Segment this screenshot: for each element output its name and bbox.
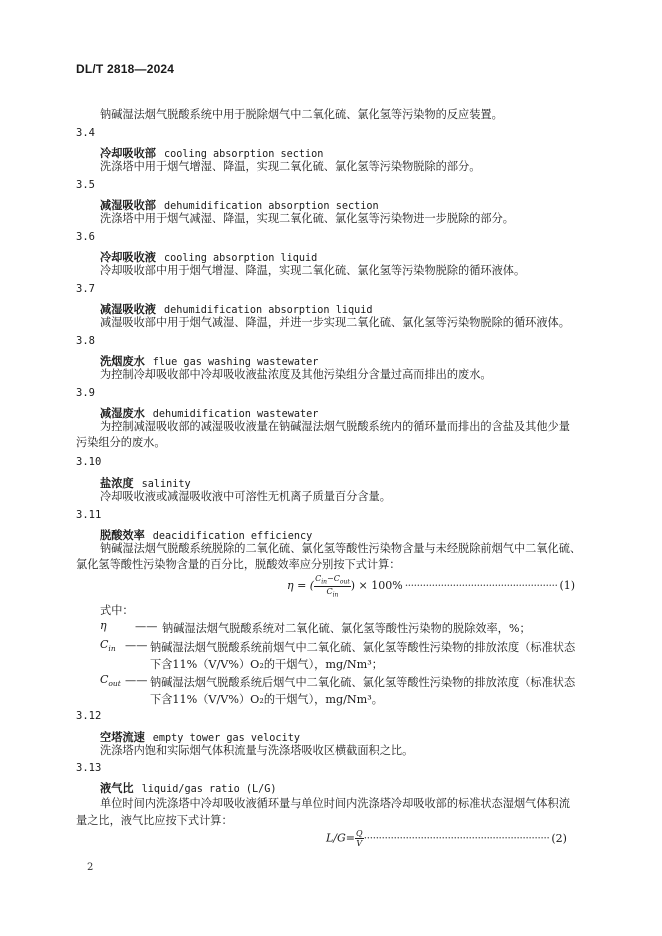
section-number: 3.11	[76, 509, 102, 521]
term-en: dehumidification absorption section	[163, 201, 379, 212]
definition-line: 为控制减湿吸收部的减湿吸收液量在钠碱湿法烟气脱酸系统内的循环量而排出的含盐及其他少量	[100, 420, 570, 433]
term-en: liquid/gas ratio (L/G)	[141, 784, 277, 795]
def-text: 钠碱湿法烟气脱酸系统对二氧化硫、氯化氢等酸性污染物的脱除效率，%；	[162, 622, 531, 635]
definition-line: 为控制冷却吸收部中冷却吸收液盐浓度及其他污染组分含量过高而排出的废水。	[100, 368, 492, 381]
def-dash: ——	[125, 674, 148, 687]
definition-line-continued: 氯化氢等酸性污染物含量的百分比，脱酸效率应分别按下式计算：	[76, 558, 401, 571]
term-zh: 冷却吸收部	[100, 146, 156, 160]
where-label: 式中：	[100, 604, 134, 617]
formula-1-tag: (1)	[559, 579, 576, 593]
term-en: flue gas washing wastewater	[152, 357, 319, 368]
definition-line: 洗涤塔中用于烟气减湿、降温，实现二氧化硫、氯化氢等污染物进一步脱除的部分。	[100, 212, 514, 225]
section-number: 3.6	[76, 231, 95, 243]
section-number: 3.12	[76, 710, 102, 722]
term-zh: 洗烟废水	[100, 354, 145, 368]
section-number: 3.8	[76, 335, 95, 347]
formula-1-den-c: C	[326, 586, 333, 596]
term-zh: 冷却吸收液	[100, 250, 156, 264]
term-heading	[100, 777, 277, 796]
definition-line: 钠碱湿法烟气脱酸系统脱除的二氧化硫、氯化氢等酸性污染物含量与未经脱除前烟气中二氧化硫、	[100, 542, 582, 555]
definition-line-continued: 污染组分的废水。	[76, 436, 166, 449]
page-number: 2	[87, 862, 94, 873]
formula-2-denominator: V	[356, 839, 363, 848]
definition-line: 洗涤塔内饱和实际烟气体积流量与洗涤塔吸收区横截面积之比。	[100, 744, 414, 757]
term-zh: 空塔流速	[100, 730, 145, 744]
def-symbol-c-in	[100, 638, 116, 653]
formula-2-leader-dots: ······························································	[363, 831, 550, 845]
def-text-continued: 下含11%（V/V%）O₂的干烟气），mg/Nm³；	[150, 658, 383, 671]
term-en: dehumidification wastewater	[152, 409, 319, 420]
definition-line-continued: 量之比，液气比应按下式计算：	[76, 814, 233, 827]
formula-1-den-sub: in	[332, 591, 339, 599]
def-symbol-main: η	[100, 619, 107, 632]
formula-1-lhs: η = (	[287, 579, 315, 593]
definition-line: 冷却吸收液或减湿吸收液中可溶性无机离子质量百分含量。	[100, 490, 391, 503]
section-number: 3.4	[76, 127, 95, 139]
formula-1-num-c: C	[315, 574, 322, 583]
def-symbol-main: C	[100, 638, 109, 651]
formula-2-lhs: L/G=	[326, 831, 356, 845]
intro-text-line: 钠碱湿法烟气脱酸系统中用于脱除烟气中二氧化硫、氯化氢等污染物的反应装置。	[100, 108, 503, 121]
definition-line: 减湿吸收部中用于烟气减湿、降温，并进一步实现二氧化硫、氯化氢等污染物脱除的循环液体。	[100, 316, 570, 329]
section-number: 3.7	[76, 283, 95, 295]
term-zh: 减湿吸收部	[100, 198, 156, 212]
term-en: cooling absorption liquid	[163, 253, 318, 264]
def-symbol-main: C	[100, 673, 109, 686]
def-dash: ——	[135, 620, 158, 633]
formula-2-numerator: Q	[356, 829, 363, 838]
def-text: 钠碱湿法烟气脱酸系统后烟气中二氧化硫、氯化氢等酸性污染物的排放浓度（标准状态	[150, 676, 576, 689]
def-symbol-eta	[100, 619, 107, 634]
document-code: DL/T 2818—2024	[76, 62, 175, 76]
term-zh: 减湿吸收液	[100, 302, 156, 316]
term-en: cooling absorption section	[163, 149, 324, 160]
formula-2-tag: (2)	[551, 831, 567, 845]
formula-1-rhs: ) × 100%	[350, 579, 403, 593]
formula-1	[287, 574, 575, 598]
term-zh: 盐浓度	[100, 476, 134, 490]
definition-line: 单位时间内洗涤塔中冷却吸收液循环量与单位时间内洗涤塔冷却吸收部的标准状态湿烟气体积流	[100, 797, 570, 810]
def-symbol-sub: out	[108, 679, 121, 689]
term-en: deacidification efficiency	[152, 531, 313, 542]
term-en: dehumidification absorption liquid	[163, 305, 373, 316]
term-zh: 脱酸效率	[100, 528, 145, 542]
term-en: empty tower gas velocity	[152, 733, 300, 744]
term-zh: 减湿废水	[100, 406, 145, 420]
formula-1-num-sub-in: in	[321, 578, 328, 586]
section-number: 3.5	[76, 179, 95, 191]
def-text-continued: 下含11%（V/V%）O₂的干烟气），mg/Nm³。	[150, 693, 383, 706]
formula-1-leader-dots: ···················································	[404, 579, 558, 593]
term-en: salinity	[141, 479, 191, 490]
formula-2-fraction	[355, 829, 364, 848]
definition-line: 冷却吸收部中用于烟气增湿、降温，实现二氧化硫、氯化氢等污染物脱除的循环液体。	[100, 264, 526, 277]
def-text: 钠碱湿法烟气脱酸系统前烟气中二氧化硫、氯化氢等酸性污染物的排放浓度（标准状态	[150, 641, 576, 654]
section-number: 3.9	[76, 387, 95, 399]
section-number: 3.10	[76, 456, 102, 468]
formula-2	[326, 829, 567, 848]
section-number: 3.13	[76, 762, 102, 774]
def-symbol-sub: in	[108, 644, 116, 654]
formula-1-num-sub-out: out	[339, 578, 350, 586]
formula-1-fraction	[314, 574, 351, 598]
definition-line: 洗涤塔中用于烟气增湿、降温，实现二氧化硫、氯化氢等污染物脱除的部分。	[100, 160, 481, 173]
def-symbol-c-out	[100, 673, 121, 688]
term-zh: 液气比	[100, 781, 134, 795]
formula-1-num-minus: −C	[327, 574, 340, 583]
def-dash: ——	[125, 639, 148, 652]
